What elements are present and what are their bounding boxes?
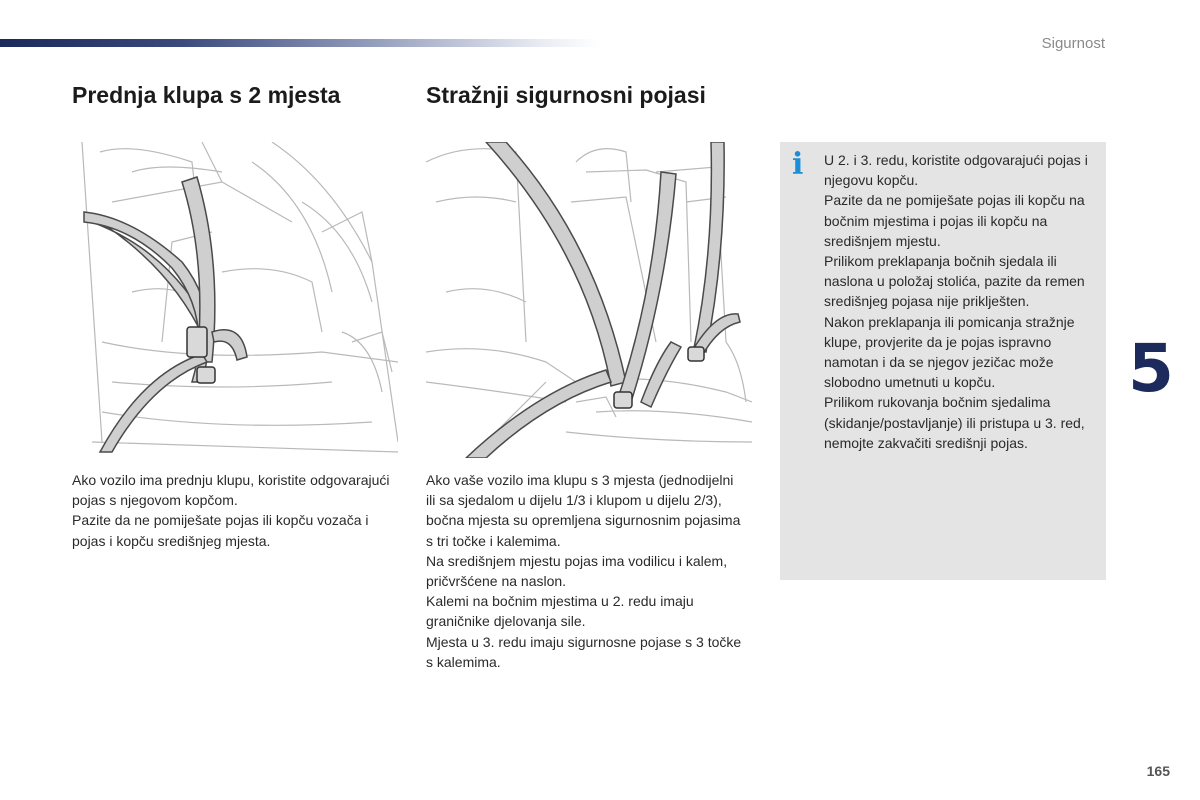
paragraph: Kalemi na bočnim mjestima u 2. redu imaju graničnike djelovanja sile. [426,593,694,630]
heading-rear-belts: Stražnji sigurnosni pojasi [426,82,706,108]
paragraph: Prilikom preklapanja bočnih sjedala ili naslona u položaj stolića, pazite da remen središnjeg pojasa nije priklješten. [824,253,1085,310]
paragraph: Pazite da ne pomiješate pojas ili kopču vozača i pojas i kopču središnjeg mjesta. [72,512,369,549]
paragraph: Mjesta u 3. redu imaju sigurnosne pojase s 3 točke s kalemima. [426,633,742,670]
paragraph: Nakon preklapanja ili pomicanja stražnje klupe, provjerite da je pojas ispravno namotan i da se njegov jezičac može slobodno umetnuti u kopču. [824,313,1075,391]
rear-seats-illustration [426,142,752,458]
paragraph: Ako vozilo ima prednju klupu, koristite odgovarajući pojas s njegovom kopčom. [72,472,390,509]
header-gradient-bar [0,39,600,47]
info-box [780,142,1106,580]
paragraph: Pazite da ne pomiješate pojas ili kopču na bočnim mjestima i pojas ili kopču na središnjem mjestu. [824,192,1085,249]
front-bench-illustration [72,142,398,458]
front-bench-text [72,470,402,551]
paragraph: Prilikom rukovanja bočnim sjedalima (skidanje/postavljanje) ili pristupa u 3. red, nemojte zakvačiti središnji pojas. [824,394,1085,451]
paragraph: Ako vaše vozilo ima klupu s 3 mjesta (jednodijelni ili sa sjedalom u dijelu 1/3 i klupom u dijelu 2/3), bočna mjesta su opremljena sigurnosnim pojasima s tri točke i kalemima. [426,472,741,549]
info-icon: i [792,147,804,182]
heading-front-bench: Prednja klupa s 2 mjesta [72,82,341,108]
section-label: Sigurnost [1041,35,1105,52]
chapter-number: 5 [1128,330,1174,407]
info-text [824,150,1099,453]
paragraph: U 2. i 3. redu, koristite odgovarajući pojas i njegovu kopču. [824,152,1088,189]
page-number: 165 [1146,763,1170,779]
rear-belts-text [426,470,746,672]
paragraph: Na središnjem mjestu pojas ima vodilicu i kalem, pričvršćene na naslon. [426,552,728,590]
